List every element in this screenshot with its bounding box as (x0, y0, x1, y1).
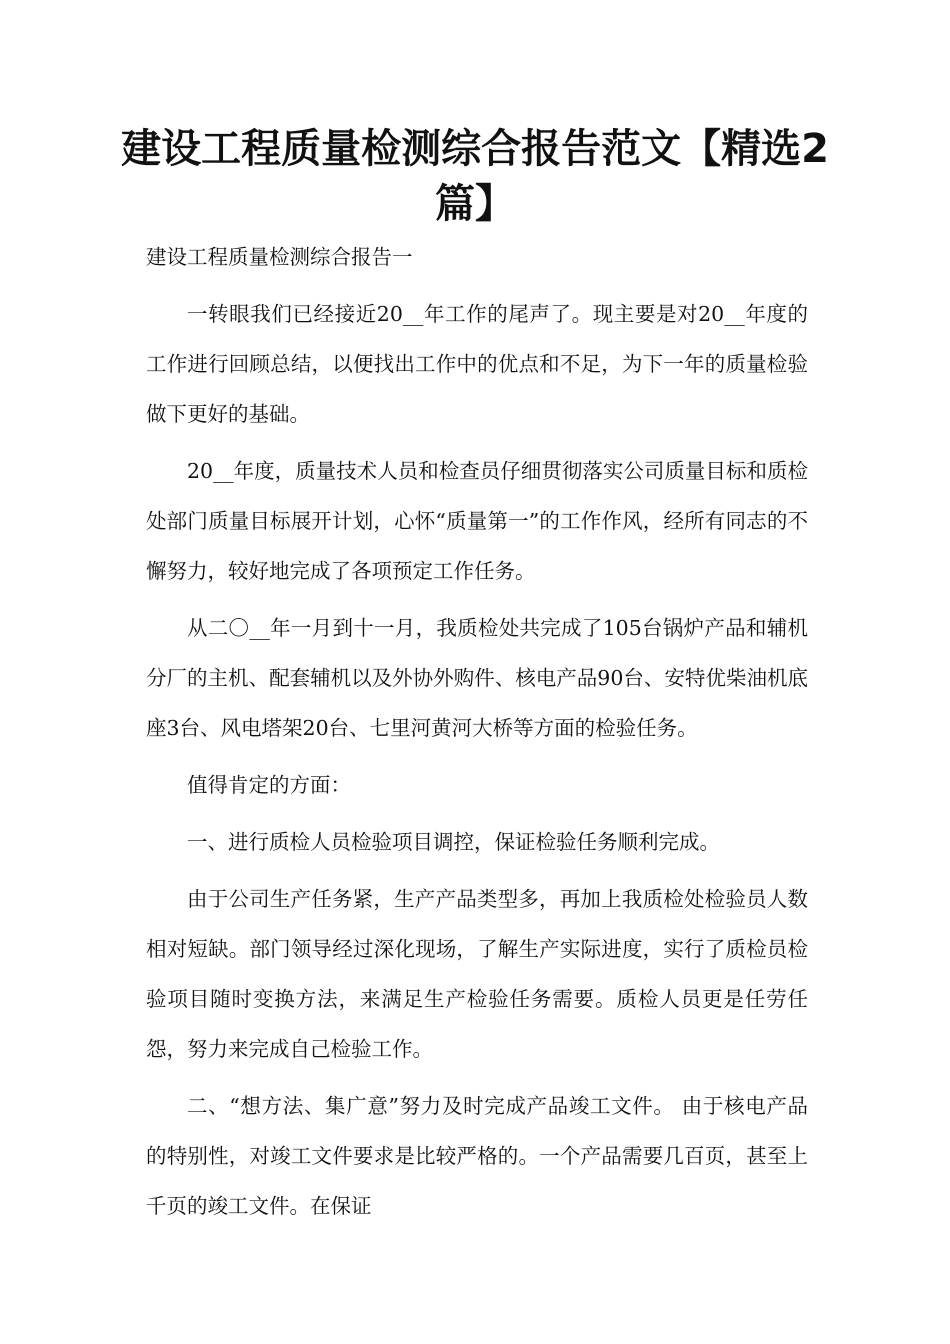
paragraph: 从二〇__年一月到十一月，我质检处共完成了105台锅炉产品和辅机分厂的主机、配套辅机以及外协外购件、核电产品90台、安特优柴油机底座3台、风电塔架20台、七里河黄河大桥等方面的检验任务。 (146, 616, 808, 740)
paragraph: 一转眼我们已经接近20__年工作的尾声了。现主要是对20__年度的工作进行回顾总结，以便找出工作中的优点和不足，为下一年的质量检验做下更好的基础。 (146, 302, 808, 426)
section-subtitle: 建设工程质量检测综合报告一 (146, 245, 413, 269)
paragraph: 一、进行质检人员检验项目调控，保证检验任务顺利完成。 (187, 830, 720, 854)
paragraph: 20__年度，质量技术人员和检查员仔细贯彻落实公司质量目标和质检处部门质量目标展开计划，心怀“质量第一”的工作作风，经所有同志的不懈努力，较好地完成了各项预定工作任务。 (146, 459, 808, 583)
paragraph: 值得肯定的方面： (187, 773, 351, 797)
paragraph: 由于公司生产任务紧，生产产品类型多，再加上我质检处检验员人数相对短缺。部门领导经过深化现场，了解生产实际进度，实行了质检员检验项目随时变换方法，来满足生产检验任务需要。质检人员更是任劳任怨，努力来完成自己检验工作。 (146, 887, 808, 1061)
document-title: 建设工程质量检测综合报告范文【精选2篇】 (121, 126, 829, 227)
document-body (146, 232, 808, 1238)
paragraph: 二、“想方法、集广意”努力及时完成产品竣工文件。 由于核电产品的特别性，对竣工文件要求是比较严格的。一个产品需要几百页，甚至上千页的竣工文件。在保证 (146, 1094, 808, 1218)
